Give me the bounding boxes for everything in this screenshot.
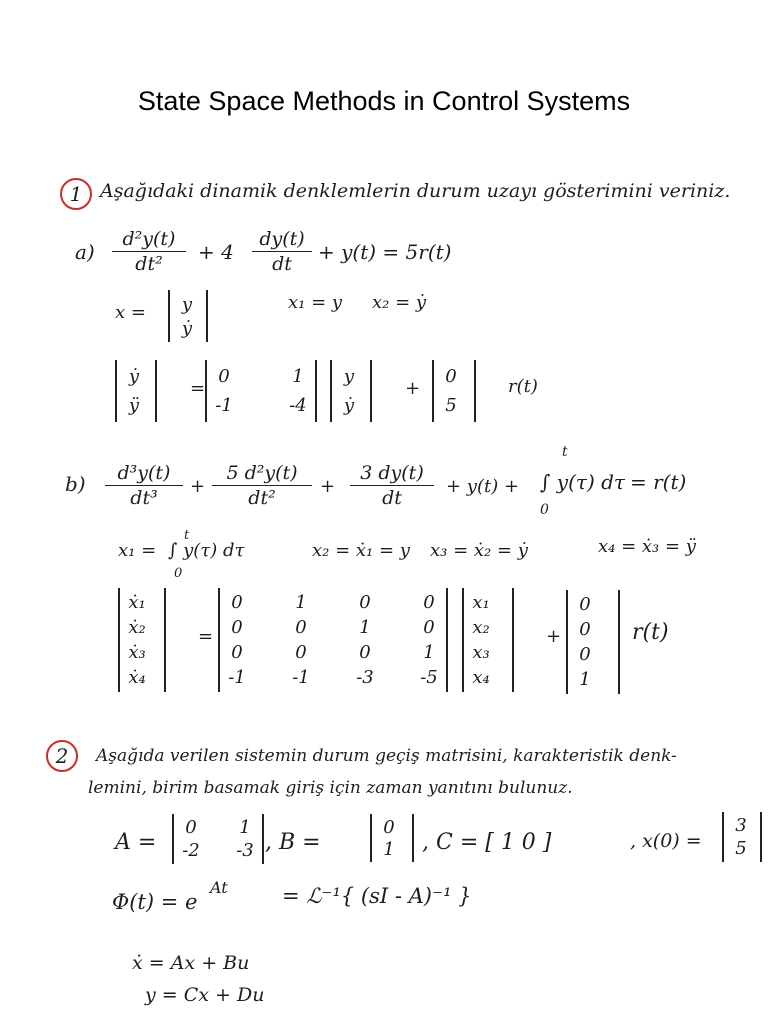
- part-a-fraction-1-num: d²y(t): [122, 228, 176, 250]
- fraction-bar: [212, 485, 312, 486]
- part-b-x1-def: x₁ =: [118, 540, 157, 561]
- part-a-plus-4: + 4: [198, 240, 234, 264]
- fraction-bar: [252, 251, 312, 252]
- matrix-cell: ẏ: [343, 395, 355, 416]
- part-b-rhs: = r(t): [630, 470, 687, 494]
- matrix-cell: -3: [236, 840, 254, 861]
- matrix-cell: 0: [423, 617, 435, 638]
- matrix-cell: 0: [383, 816, 395, 838]
- fraction-bar: [112, 251, 186, 252]
- matrix-cell: ẋ₁: [128, 592, 146, 613]
- part-b-input: r(t): [632, 620, 669, 645]
- matrix-cell: 0: [295, 642, 307, 663]
- part-b-equals: =: [198, 626, 214, 647]
- matrix-cell: ẋ₂: [128, 617, 146, 638]
- part-a-lhs-vector: [115, 360, 157, 422]
- problem-2-line-2: lemini, birim basamak giriş için zaman yanıtını bulunuz.: [88, 778, 573, 798]
- part-a-a-matrix: [205, 360, 317, 422]
- part-a-x-def: x =: [115, 302, 146, 323]
- page-title: State Space Methods in Control Systems: [137, 86, 631, 116]
- matrix-cell: 1: [292, 366, 304, 387]
- part-a-rhs: + y(t) = 5r(t): [318, 240, 452, 264]
- matrix-cell: 3: [735, 815, 747, 836]
- matrix-cell: 1: [295, 592, 307, 613]
- part-a-fraction-1: [112, 228, 186, 275]
- problem-1-number: 1: [60, 178, 92, 210]
- part-b-x4-def: x₄ = ẋ₃ = ÿ: [598, 536, 696, 557]
- part-b-fraction-2: [212, 462, 312, 509]
- part-b-fraction-3: [350, 462, 434, 509]
- matrix-cell: 0: [231, 592, 243, 613]
- problem-2-output-equation: y = Cx + Du: [145, 984, 265, 1006]
- matrix-cell: -2: [182, 840, 200, 861]
- problem-1-heading: Aşağıdaki dinamik denklemlerin durum uzayı gösterimini veriniz.: [100, 180, 731, 202]
- part-b-x1-integral: ∫ y(τ) dτ: [168, 540, 245, 561]
- part-a-b-vector: [432, 360, 476, 422]
- part-a-fraction-1-den: dt²: [135, 253, 163, 275]
- matrix-cell: 1: [239, 817, 251, 838]
- problem-2-phi-def: Φ(t) = e: [112, 890, 198, 914]
- matrix-cell: 0: [295, 617, 307, 638]
- part-b-state-vector: [462, 588, 514, 692]
- part-a-fraction-2-num: dy(t): [259, 228, 305, 250]
- matrix-cell: -5: [420, 667, 438, 688]
- part-b-x2-def: x₂ = ẋ₁ = y: [312, 540, 410, 561]
- matrix-cell: 0: [231, 617, 243, 638]
- problem-2-b-vector: [370, 814, 414, 862]
- part-b-fraction-2-den: dt²: [248, 487, 276, 509]
- matrix-cell: x₂: [472, 617, 490, 638]
- part-a-x-vector: [168, 290, 208, 342]
- part-a-fraction-2: [252, 228, 312, 275]
- matrix-cell: 0: [579, 594, 591, 615]
- part-b-x1-upper: t: [184, 528, 190, 543]
- matrix-cell: 0: [359, 592, 371, 613]
- fraction-bar: [350, 485, 434, 486]
- matrix-cell: y: [181, 293, 193, 315]
- part-a-label: a): [75, 240, 95, 264]
- matrix-cell: 1: [579, 669, 591, 690]
- part-b-plus-1: +: [190, 476, 206, 497]
- matrix-cell: -3: [356, 667, 374, 688]
- matrix-cell: x₃: [472, 642, 490, 663]
- matrix-cell: 5: [445, 395, 457, 416]
- matrix-cell: -1: [228, 667, 246, 688]
- part-b-label: b): [65, 472, 86, 496]
- part-b-x3-def: x₃ = ẋ₂ = ẏ: [430, 540, 528, 561]
- part-b-fraction-2-num: 5 d²y(t): [226, 462, 298, 484]
- part-a-input: r(t): [508, 376, 538, 397]
- matrix-cell: 0: [218, 366, 230, 387]
- part-b-integral-lower: 0: [540, 502, 549, 518]
- problem-2-phi-exponent: At: [210, 878, 228, 897]
- part-b-b-vector: [566, 590, 620, 694]
- part-b-middle: + y(t) +: [446, 476, 520, 497]
- part-b-integral: ∫ y(τ) dτ: [540, 470, 625, 494]
- part-b-fraction-3-num: 3 dy(t): [360, 462, 424, 484]
- part-b-fraction-1-den: dt³: [130, 487, 158, 509]
- part-b-x1-lower: 0: [174, 566, 183, 581]
- matrix-cell: 1: [383, 838, 395, 860]
- part-b-integral-upper: t: [562, 444, 568, 460]
- part-b-lhs-vector: [118, 588, 166, 692]
- problem-2-a-label: A =: [115, 830, 157, 855]
- matrix-cell: 0: [359, 642, 371, 663]
- problem-2-number: 2: [46, 740, 78, 772]
- matrix-cell: ẋ₃: [128, 642, 146, 663]
- matrix-cell: -1: [215, 395, 233, 416]
- matrix-cell: -4: [289, 395, 307, 416]
- matrix-cell: ẏ: [181, 317, 193, 339]
- matrix-cell: 0: [423, 592, 435, 613]
- part-a-equals: =: [190, 378, 206, 399]
- problem-2-c-def: , C = [ 1 0 ]: [422, 830, 552, 855]
- matrix-cell: 0: [579, 644, 591, 665]
- problem-2-x0-label: , x(0) =: [630, 830, 702, 852]
- part-a-fraction-2-den: dt: [272, 253, 292, 275]
- part-a-plus: +: [405, 378, 421, 399]
- problem-2-line-1: Aşağıda verilen sistemin durum geçiş matrisini, karakteristik denk-: [96, 746, 677, 766]
- part-b-a-matrix: [218, 588, 448, 692]
- matrix-cell: 1: [423, 642, 435, 663]
- matrix-cell: 0: [185, 817, 197, 838]
- fraction-bar: [105, 485, 183, 486]
- part-a-x2-def: x₂ = ẏ: [372, 292, 427, 313]
- matrix-cell: ẋ₄: [128, 667, 146, 688]
- matrix-cell: y: [343, 366, 355, 387]
- matrix-cell: 1: [359, 617, 371, 638]
- matrix-cell: x₄: [472, 667, 490, 688]
- part-b-fraction-1-num: d³y(t): [117, 462, 171, 484]
- matrix-cell: x₁: [472, 592, 490, 613]
- matrix-cell: 0: [445, 366, 457, 387]
- part-b-plus-2: +: [320, 476, 336, 497]
- problem-2-b-label: , B =: [265, 830, 321, 855]
- part-b-fraction-3-den: dt: [382, 487, 402, 509]
- matrix-cell: 0: [579, 619, 591, 640]
- problem-2-state-equation: ẋ = Ax + Bu: [132, 952, 250, 974]
- matrix-cell: -1: [292, 667, 310, 688]
- part-b-fraction-1: [105, 462, 183, 509]
- part-a-x1-def: x₁ = y: [288, 292, 343, 313]
- problem-2-phi-rhs: = ℒ⁻¹{ (sI - A)⁻¹ }: [282, 884, 472, 908]
- problem-2-x0-vector: [722, 812, 762, 862]
- matrix-cell: 5: [735, 838, 747, 859]
- matrix-cell: ÿ: [128, 395, 140, 416]
- problem-2-a-matrix: [172, 814, 264, 864]
- matrix-cell: 0: [231, 642, 243, 663]
- matrix-cell: ẏ: [128, 366, 140, 387]
- part-a-state-vector: [330, 360, 372, 422]
- part-b-plus: +: [546, 626, 562, 647]
